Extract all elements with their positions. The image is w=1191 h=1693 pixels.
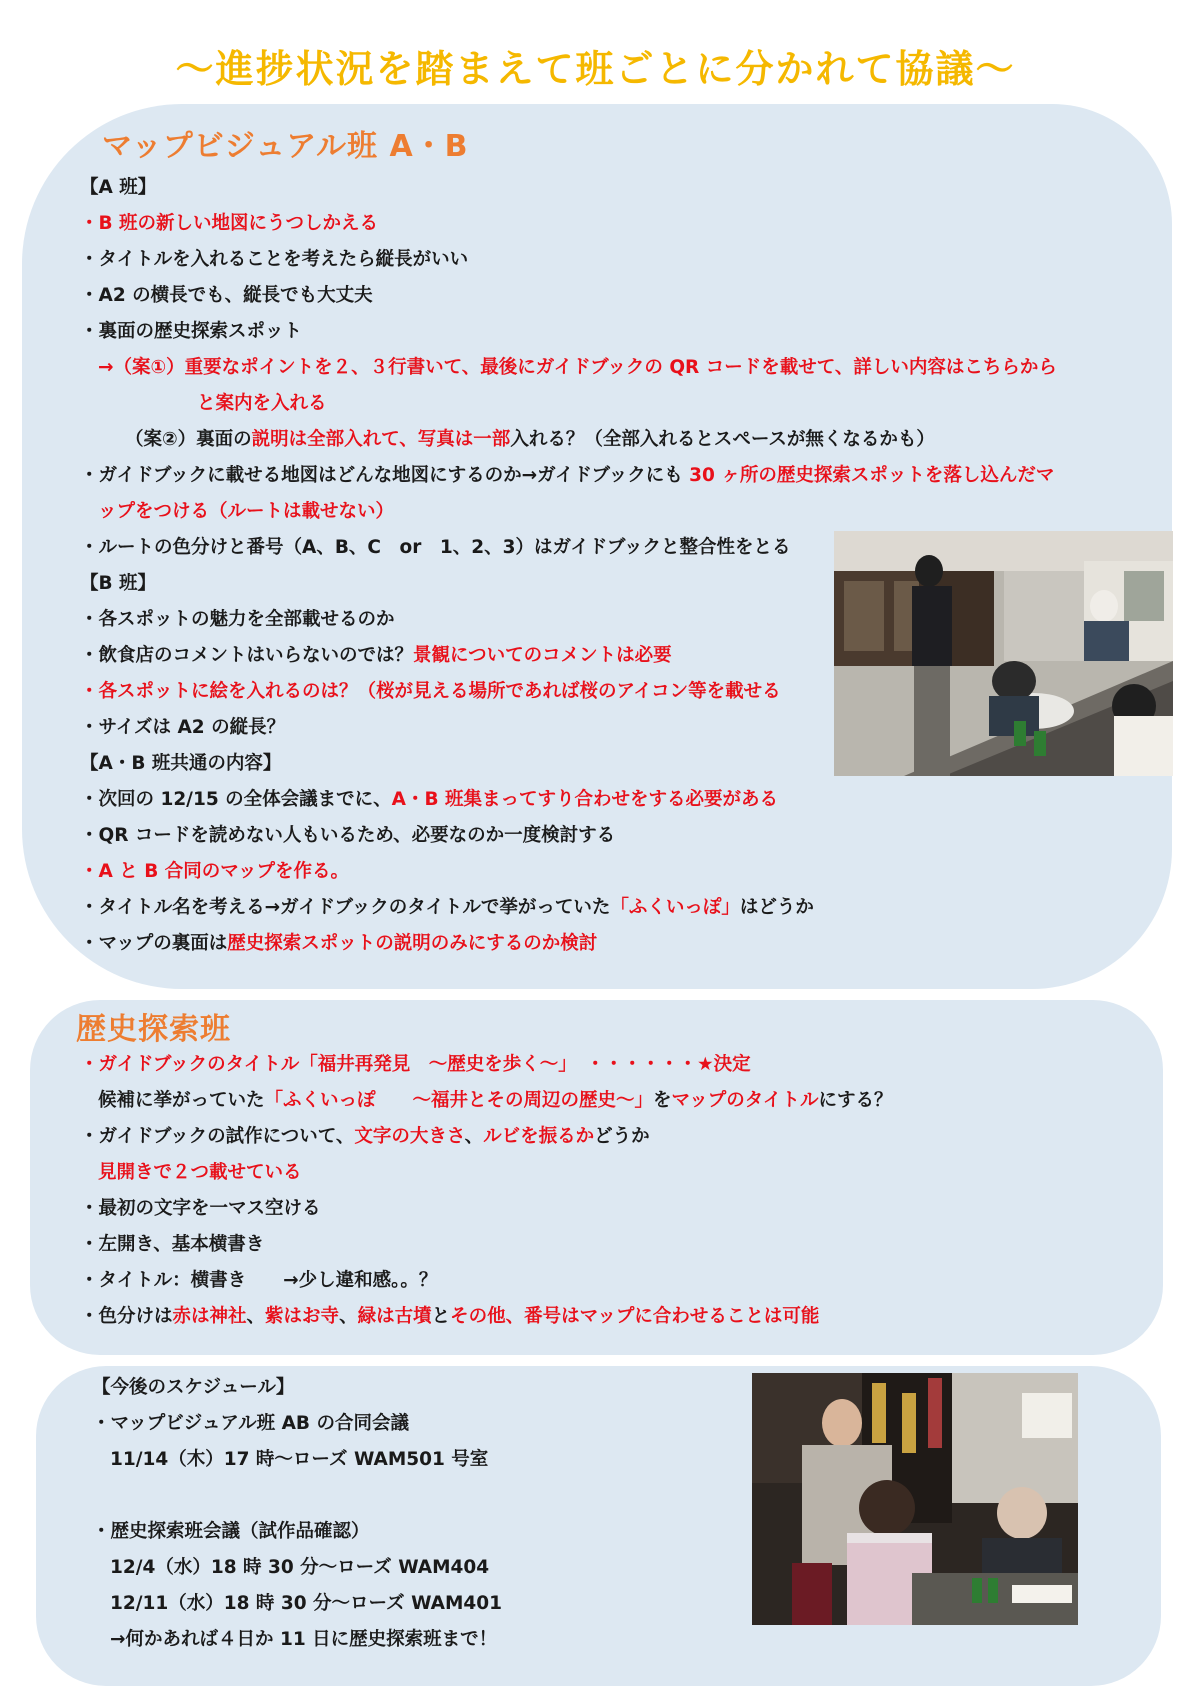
a-item-3: ・A2 の横長でも、縦長でも大丈夫 [80,285,373,306]
a-item-5-line1: →（案①）重要なポイントを２、３行書いて、最後にガイドブックの QR コードを載せて、詳しい内容はこちらから [98,357,1057,378]
a-item-5-line2: と案内を入れる [197,393,327,414]
ab-item-1: ・次回の 12/15 の全体会議までに、A・B 班集まってすり合わせをする必要がある [80,789,779,810]
schedule-item-1: ・マップビジュアル班 AB の合同会議 [92,1413,409,1434]
history-item-4: 見開きで２つ載せている [98,1162,302,1183]
a-item-4: ・裏面の歴史探索スポット [80,321,303,342]
schedule-item-6: →何かあれば４日か 11 日に歴史探索班まで！ [110,1629,498,1650]
history-heading: 歴史探索班 [76,1012,231,1047]
a-team-label: 【A 班】 [80,177,157,198]
schedule-item-3: ・歴史探索班会議（試作品確認） [92,1521,370,1542]
meeting-photo-2 [752,1373,1078,1625]
b-item-1: ・各スポットの魅力を全部載せるのか [80,609,395,630]
a-item-7-line2: ップをつける（ルートは載せない） [98,501,395,522]
schedule-item-2: 11/14（木）17 時〜ローズ WAM501 号室 [110,1449,489,1470]
a-item-6: （案②）裏面の説明は全部入れて、写真は一部入れる？（全部入れるとスペースが無くなるかも） [125,429,935,450]
ab-item-3: ・A と B 合同のマップを作る。 [80,861,350,882]
history-item-3: ・ガイドブックの試作について、文字の大きさ、ルビを振るかどうか [80,1126,650,1147]
history-item-8: ・色分けは赤は神社、紫はお寺、緑は古墳とその他、番号はマップに合わせることは可能 [80,1306,820,1327]
schedule-item-5: 12/11（水）18 時 30 分〜ローズ WAM401 [110,1593,502,1614]
history-item-7: ・タイトル：横書き →少し違和感。。？ [80,1270,438,1291]
ab-common-label: 【A・B 班共通の内容】 [80,753,282,774]
a-item-8: ・ルートの色分けと番号（A、B、C or 1、2、3）はガイドブックと整合性をとる [80,537,791,558]
a-item-1: ・B 班の新しい地図にうつしかえる [80,213,379,234]
b-item-2: ・飲食店のコメントはいらないのでは？景観についてのコメントは必要 [80,645,672,666]
ab-item-4: ・タイトル名を考える→ガイドブックのタイトルで挙がっていた「ふくいっぽ」はどうか [80,897,814,918]
history-item-6: ・左開き、基本横書き [80,1234,265,1255]
b-item-4: ・サイズは A2 の縦長？ [80,717,286,738]
schedule-label: 【今後のスケジュール】 [92,1377,295,1398]
history-item-5: ・最初の文字を一マス空ける [80,1198,321,1219]
meeting-photo-1 [834,531,1173,776]
schedule-item-4: 12/4（水）18 時 30 分〜ローズ WAM404 [110,1557,490,1578]
ab-item-5: ・マップの裏面は歴史探索スポットの説明のみにするのか検討 [80,933,598,954]
history-item-2: 候補に挙がっていた「ふくいっぽ 〜福井とその周辺の歴史〜」をマップのタイトルにする？ [98,1090,893,1111]
map-visual-heading: マップビジュアル班 A・B [102,129,469,164]
a-item-7-line1: ・ガイドブックに載せる地図はどんな地図にするのか→ガイドブックにも 30 ヶ所の歴史探索スポットを落し込んだマ [80,465,1055,486]
page-title: 〜進捗状況を踏まえて班ごとに分かれて協議〜 [175,47,1016,91]
ab-item-2: ・QR コードを読めない人もいるため、必要なのか一度検討する [80,825,616,846]
a-item-2: ・タイトルを入れることを考えたら縦長がいい [80,249,469,270]
b-team-label: 【B 班】 [80,573,157,594]
history-item-1: ・ガイドブックのタイトル「福井再発見 〜歴史を歩く〜」 ・・・・・・★決定 [80,1054,751,1075]
b-item-3: ・各スポットに絵を入れるのは？（桜が見える場所であれば桜のアイコン等を載せる [80,681,781,702]
